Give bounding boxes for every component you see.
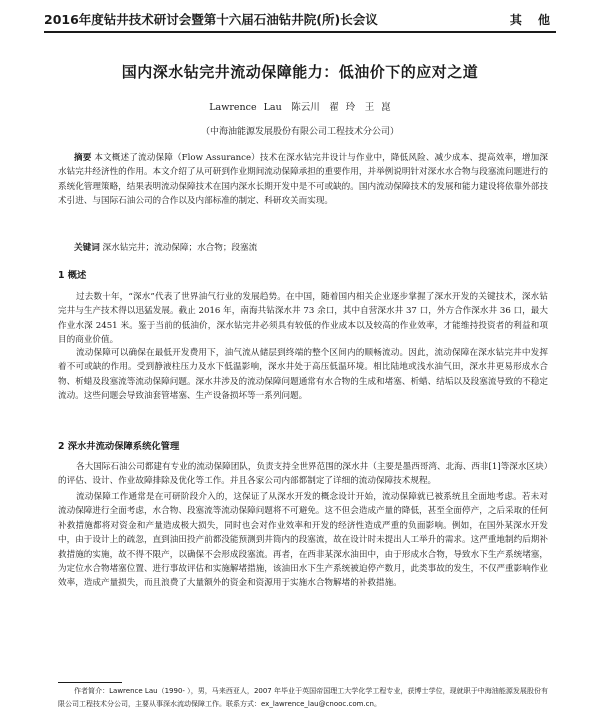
article-authors: Lawrence Lau 陈云川 翟 玲 王 崑 xyxy=(209,102,391,113)
section-2-heading: 2 深水井流动保障系统化管理 xyxy=(58,441,180,452)
abstract xyxy=(58,151,548,209)
running-header-right: 其 他 xyxy=(509,13,556,27)
section-2-paragraph-2: 流动保障工作通常是在可研阶段介入的，这保证了从深水开发的概念设计开始，流动保障就已被系统且全面地考虑。若未对流动保障进行全面考虑，水合物、段塞流等流动保障问题将不可避免。这不但会造成产量的降低，甚至全面停产，之后采取的任何补救措施都将对资金和产量造成极大损失，同时也会对作业效率和开发的经济性造成严重的负面影响。例如，在国外某深水开发中，由于设计上的疏忽，直到油田投产前都没能预测到井筒内的段塞流，故在设计时未提出人工举升的需求。这严重地制约后期补救措施的实施，故不得不限产，以确保不会形成段塞流。再者，在西非某深水油田中，由于形成水合物，导致水下生产系统堵塞，为定位水合物堵塞位置、进行事故评估和实施解堵措施，该油田水下生产系统被迫停产数月，此类事故的发生，不仅严重影响作业效率，造成产量损失，而且浪费了大量额外的资金和资源用于实施水合物解堵的补救措施。 xyxy=(58,492,548,589)
section-1-heading: 1 概述 xyxy=(58,270,87,281)
section-2-paragraph-1: 各大国际石油公司都建有专业的流动保障团队，负责支持全世界范围的深水井（主要是墨西哥湾、北海、西非[1]等深水区块）的评估、设计、作业故障排除及优化等工作。并且各家公司内部都制定了详细的流动保障技术规程。 xyxy=(58,462,548,487)
running-header xyxy=(44,10,556,33)
keywords-text: 深水钻完井；流动保障；水合物；段塞流 xyxy=(102,243,258,253)
keywords-label: 关键词 xyxy=(74,243,100,253)
footnote-divider xyxy=(58,682,122,683)
running-header-left: 2016年度钻井技术研讨会暨第十六届石油钻井院(所)长会议 xyxy=(44,12,378,27)
section-1-paragraph-1: 过去数十年，“深水”代表了世界油气行业的发展趋势。在中国，随着国内相关企业逐步掌握了深水开发的关键技术，深水钻完井与生产技术得以迅猛发展。截止 2016 年，南海共钻深水井 73 余口，其中自营深水井 37 口，外方合作深水井 36 口，最大作业水深 2451 米。鉴于当前的低油价，深水钻完井必须具有较低的作业成本以及较高的作业效率，才能维持投资者的利益和项目的商业价值。 xyxy=(58,292,548,346)
abstract-text: 本文概述了流动保障（Flow Assurance）技术在深水钻完井设计与作业中，降低风险、减少成本、提高效率，增加深水钻完井经济性的作用。本文介绍了从可研到作业期间流动保障承担的重要作用，并举例说明针对深水水合物与段塞流问题进行的系统化管理策略，结果表明流动保障技术在国内深水长期开发中是不可或缺的。国内流动保障技术的发展和能力建设将依靠外部技术引进、与国际石油公司的合作以及内部标准的制定、科研攻关而实现。 xyxy=(58,153,548,207)
author-footnote: 作者简介：Lawrence Lau（1990- ），男，马来西亚人，2007 年毕业于英国帝国理工大学化学工程专业，获博士学位，现就职于中海油能源发展股份有限公司工程技术分公司，主要从事深水流动保障工作。联系方式：ex_lawrence_lau@cnooc.com.cn。 xyxy=(58,687,548,708)
abstract-label: 摘要 xyxy=(74,153,92,163)
article-title: 国内深水钻完井流动保障能力：低油价下的应对之道 xyxy=(121,63,479,81)
keywords xyxy=(58,241,548,255)
section-1-paragraph-2: 流动保障可以确保在最低开发费用下，油气流从储层到终端的整个区间内的顺畅流动。因此，流动保障在深水钻完井中发挥着不可或缺的作用。受到静液柱压力及水下低温影响，深水井处于高压低温环境。相比陆地或浅水油气田，深水井更易形成水合物、析蜡及段塞流等流动保障问题。深水井涉及的流动保障问题通常有水合物的生成和堵塞、析蜡、结垢以及段塞流导致的不稳定流动。这些问题会导致油套管堵塞、生产设备损坏等一系列问题。 xyxy=(58,348,548,402)
article-affiliation: （中海油能源发展股份有限公司工程技术分公司） xyxy=(200,127,399,137)
